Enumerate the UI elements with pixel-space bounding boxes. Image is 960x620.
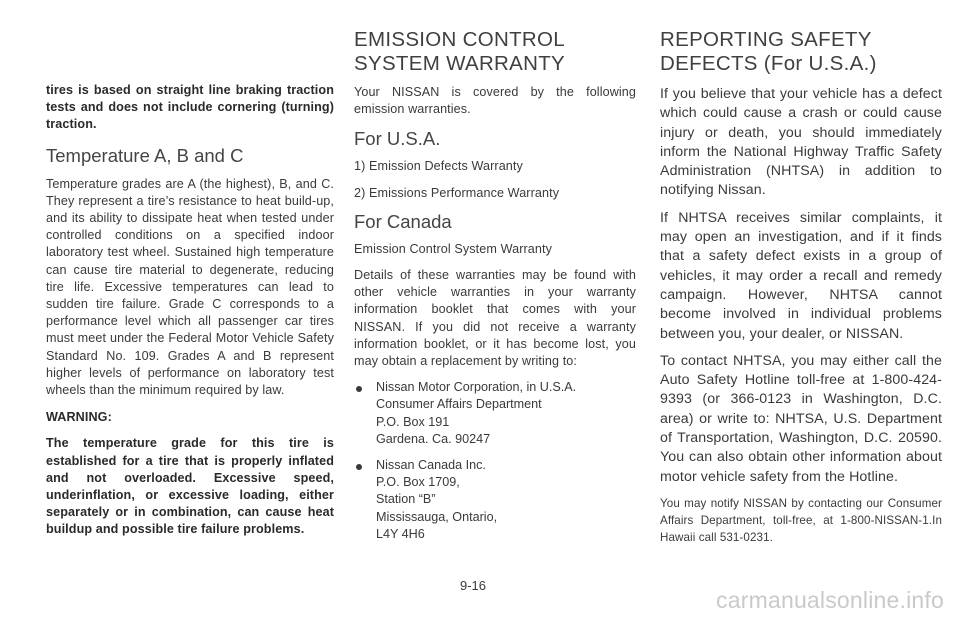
watermark: carmanualsonline.info: [716, 587, 944, 613]
address-line: P.O. Box 191: [376, 414, 450, 429]
nissan-contact-note: You may notify NISSAN by contacting our Consumer Affairs Department, toll-free, at 1-800-NISSAN-1.In Hawaii call 531-0231.: [660, 496, 942, 544]
temperature-heading: Temperature A, B and C: [46, 144, 244, 166]
usa-item-1: 1) Emission Defects Warranty: [354, 159, 523, 174]
page-number: 9-16: [460, 578, 487, 593]
address-canada: [354, 457, 636, 543]
safety-paragraph-2: If NHTSA receives similar complaints, it may open an investigation, and if it finds that a safety defect exists in a group of vehicles, it may order a recall and remedy campaign. However, NHTSA cannot become involved in individual problems between you, your dealer, or NISSAN.: [660, 209, 942, 342]
safety-defects-title: REPORTING SAFETY DEFECTS (For U.S.A.): [660, 28, 877, 75]
emission-warranty-title: EMISSION CONTROL SYSTEM WARRANTY: [354, 28, 566, 75]
warranty-details: Details of these warranties may be found with other vehicle warranties in your warranty information booklet that comes with your NISSAN. If you did not receive a warranty information booklet, or it has become lost, you may obtain a replacement by writing to:: [354, 268, 636, 369]
bullet-icon: [356, 386, 362, 392]
temperature-paragraph: Temperature grades are A (the highest), B, and C. They represent a tire’s resistance to heat build-up, and its ability to dissipate heat when tested under controlled conditions on a specified indoor laboratory test wheel. Sustained high temperature can cause tire material to degenerate, reducing tire life. Excessive temperatures can lead to sudden tire failure. Grade C corresponds to a performance level which all passenger car tires must meet under the Federal Motor Vehicle Safety Standard No. 109. Grades A and B represent higher levels of performance on laboratory test wheels than the minimum required by law.: [46, 176, 334, 398]
usa-heading: For U.S.A.: [354, 128, 441, 150]
address-line: Gardena. Ca. 90247: [376, 431, 491, 446]
left-column: [46, 0, 334, 539]
address-line: Consumer Affairs Department: [376, 397, 542, 412]
usa-item-2: 2) Emissions Performance Warranty: [354, 185, 560, 200]
emission-intro: Your NISSAN is covered by the following emission warranties.: [354, 85, 636, 117]
middle-column: [354, 0, 636, 543]
canada-item: Emission Control System Warranty: [354, 241, 552, 256]
address-line: L4Y 4H6: [376, 526, 425, 541]
right-column: [660, 0, 942, 546]
address-line: P.O. Box 1709,: [376, 475, 460, 490]
warning-label: WARNING:: [46, 410, 112, 425]
address-line: Station “B”: [376, 492, 436, 507]
address-usa: [354, 379, 636, 448]
warning-text: The temperature grade for this tire is established for a tire that is properly inflated and not overloaded. Excessive speed, underinflation, or excessive loading, either separately or in combination, can cause heat buildup and possible tire failure problems.: [46, 436, 334, 537]
canada-heading: For Canada: [354, 210, 452, 232]
safety-paragraph-3: To contact NHTSA, you may either call the Auto Safety Hotline toll-free at 1-800-424-9393 (or 366-0123 in Washington, D.C. area) or write to: NHTSA, U.S. Department of Transportation, Washington, D.C. 20590. You can also obtain other information about motor vehicle safety from the Hotline.: [660, 352, 942, 485]
tire-traction-note: tires is based on straight line braking traction tests and does not include cornering (turning) traction.: [46, 83, 334, 132]
address-line: Mississauga, Ontario,: [376, 509, 498, 524]
address-list: [354, 379, 636, 543]
address-line: Nissan Canada Inc.: [376, 458, 486, 473]
bullet-icon: [356, 464, 362, 470]
safety-paragraph-1: If you believe that your vehicle has a defect which could cause a crash or could cause injury or death, you should immediately inform the National Highway Traffic Safety Administration (NHTSA) in addition to notifying Nissan.: [660, 86, 942, 199]
address-line: Nissan Motor Corporation, in U.S.A.: [376, 380, 577, 395]
